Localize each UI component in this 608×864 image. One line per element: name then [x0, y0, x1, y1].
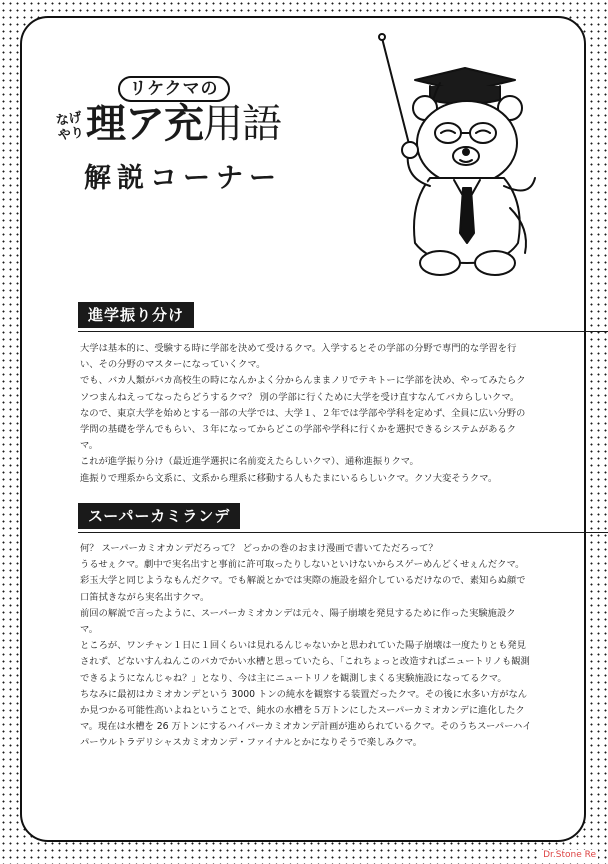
paragraph-line: ちなみに最初はカミオカンデという 3000 トンの純水を観察する装置だったクマ。その後に水多い方がなんか見つかる可能性高いよねということで、純水の水槽を５万トンにしたスーパーカミオカンデに進化したクマ。現在は水槽を 26 万トンにするハイパーカミオカンデ計画が進められているクマ。そのうちスーパーハイパーウルトラデリシャスカミオカンデ・ファイナルとかになりそうで楽しみクマ。 [80, 688, 532, 749]
paragraph-line: ところが、ワンチャン１日に１回くらいは見れるんじゃないかと思われていた陽子崩壊は一度たりとも発見されず、どないすんねんこのバカでかい水槽と思っていたら、「これちょっと改造すればニュートリノも観測できるようになんじゃね？」となり、今は主にニュートリノを観測しまくる実験施設になってるクマ。 [80, 640, 530, 684]
section-heading-shingaku: 進学振り分け [78, 302, 194, 328]
title-side-small: なげやり [55, 110, 85, 144]
paragraph-line: 彩玉大学と同じようなもんだクマ。でも解説とかでは実際の施設を紹介しているだけなので、素知らぬ顔で口笛拭きながら実名出すクマ。 [80, 575, 526, 603]
paragraph-line: うるせぇクマ。劇中で実名出すと事前に許可取ったりしないといけないからスゲーめんどくせぇんだクマ。 [80, 559, 525, 571]
section-body-kamiokande [80, 541, 532, 752]
paragraph-line: 前回の解説で言ったように、スーパーカミオカンデは元々、陽子崩壊を発見するために作った実験施設クマ。 [80, 607, 516, 636]
title-block [54, 72, 364, 202]
paragraph-line: でも、バカ人類がバカ高校生の時になんかよく分からんままノリでテキトーに学部を決め、やってみたらクソつまんねえってなったらどうするクマ？ 別の学部に行くために大学を受け直すなんてバカらしいクマ。 [80, 375, 526, 403]
title-main-bold: 理ア充 [86, 101, 203, 147]
section-body-shingaku [80, 341, 532, 487]
title-main-rest: 用語 [203, 101, 281, 147]
bear-mascot-illustration [370, 28, 540, 278]
section-heading-kamiokande: スーパーカミランデ [78, 503, 240, 529]
paragraph-line: 進振りで理系から文系に、文系から理系に移動する人もたまにいるらしいクマ。クソ大変そうクマ。 [80, 472, 498, 484]
title-top: リケクマの [82, 76, 266, 104]
paragraph-line: なので、東京大学を始めとする一部の大学では、大学１、２年では学部や学科を定めず、全員に広い分野の学問の基礎を学んでもらい、３年になってからどこの学部や学科に行くかを選択できるシステムがあるクマ。 [80, 407, 526, 452]
watermark: Dr.Stone Re [543, 850, 596, 860]
title-bottom: 解説コーナー [84, 163, 282, 194]
paragraph-line: 何？ スーパーカミオカンデだろって？ どっかの巻のおまけ漫画で書いてただろって？ [80, 543, 438, 554]
paragraph-line: これが進学振り分け（最近進学選択に名前変えたらしいクマ）、通称進振りクマ。 [80, 456, 419, 468]
title-main [86, 100, 281, 148]
paragraph-line: 大学は基本的に、受験する時に学部を決めて受けるクマ。入学するとその学部の分野で専門的な学習を行い、その分野のマスターになっていくクマ。 [80, 343, 517, 371]
